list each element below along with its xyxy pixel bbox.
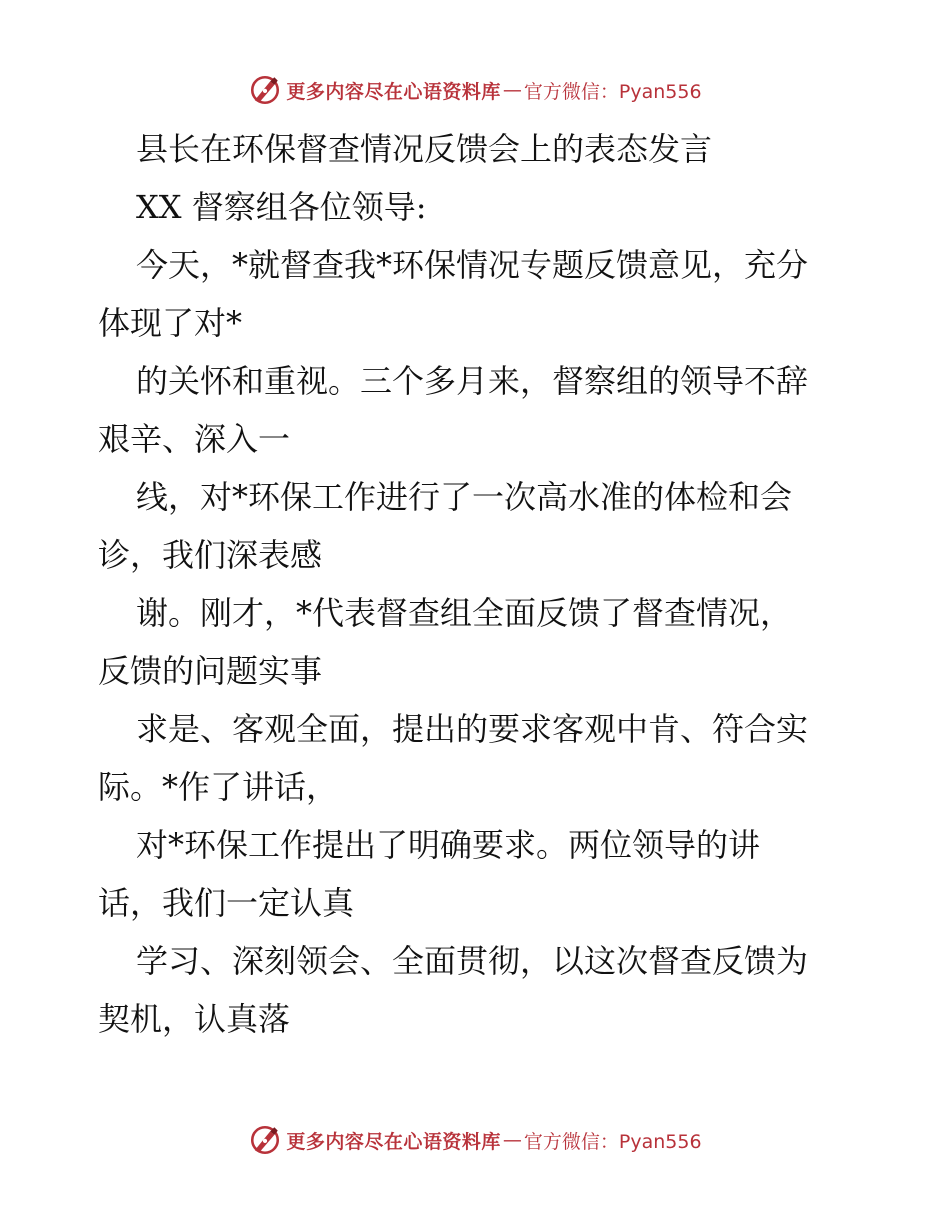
watermark-separator: —	[502, 79, 522, 101]
body-line: 体现了对*	[98, 304, 243, 342]
watermark-separator: —	[502, 1129, 522, 1151]
body-line: 对*环保工作提出了明确要求。两位领导的讲	[136, 826, 761, 864]
body-line: 谢。刚才，*代表督查组全面反馈了督查情况，	[136, 594, 793, 632]
pen-logo-icon	[248, 73, 282, 107]
document-body	[98, 120, 888, 1048]
body-line: 的关怀和重视。三个多月来，督察组的领导不辞	[136, 362, 809, 400]
watermark-wechat-text: 官方微信：Pyan556	[523, 1130, 702, 1153]
body-line: 际。*作了讲话，	[98, 768, 339, 806]
body-line: 契机，认真落	[98, 1000, 291, 1038]
body-line: 今天，*就督查我*环保情况专题反馈意见，充分	[136, 246, 809, 284]
body-line: 求是、客观全面，提出的要求客观中肯、符合实	[136, 710, 809, 748]
body-line: 话，我们一定认真	[98, 884, 355, 922]
document-title: 县长在环保督查情况反馈会上的表态发言	[136, 130, 713, 168]
salutation-line: XX 督察组各位领导:	[136, 188, 427, 226]
body-line: 诊，我们深表感	[98, 536, 323, 574]
pen-logo-icon	[248, 1123, 282, 1157]
body-line: 艰辛、深入一	[98, 420, 291, 458]
watermark-main-text: 更多内容尽在心语资料库	[286, 1130, 501, 1153]
header-watermark	[0, 70, 950, 110]
footer-watermark	[0, 1120, 950, 1160]
watermark-wechat-text: 官方微信：Pyan556	[523, 80, 702, 103]
body-line: 线，对*环保工作进行了一次高水准的体检和会	[136, 478, 793, 516]
watermark-main-text: 更多内容尽在心语资料库	[286, 80, 501, 103]
body-line: 学习、深刻领会、全面贯彻，以这次督查反馈为	[136, 942, 809, 980]
body-line: 反馈的问题实事	[98, 652, 323, 690]
